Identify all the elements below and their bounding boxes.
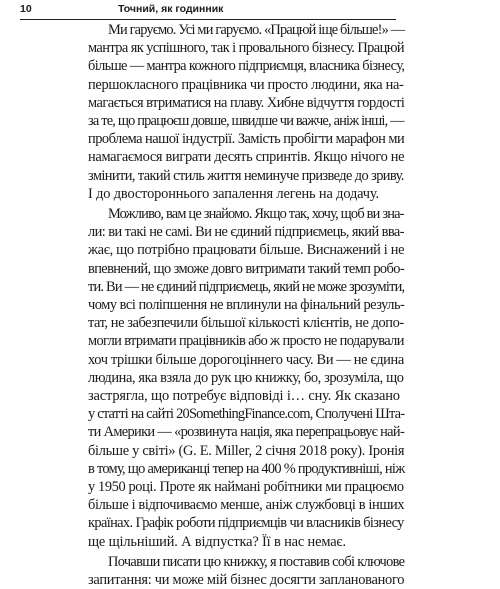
text-line: хоч трішки більше дорогоціннего часу. Ви — не єдина [88,351,404,368]
text-line: чому всі поліпшення не вплинули на фінальний резуль- [88,297,405,314]
text-line: змінити, такий стиль життя неминуче призведе до зриву. [88,167,404,184]
text-line: першокласного працівника чи просто людини, яка на- [88,76,404,93]
page-number: 10 [20,3,32,15]
paragraph [88,205,404,551]
text-line: більше — мантра кожного підприємця, власника бізнесу, [88,58,405,75]
text-line: впевнений, що зможе довго витримати такий темп робо- [88,260,405,277]
text-line: більше і відпочиваємо менше, аніж службовці в інших [88,497,405,514]
paragraph [88,21,404,203]
page-header [20,0,396,20]
text-line: Можливо, вам це знайомо. Якщо так, хочу, щоб ви зна- [108,206,404,223]
text-line: ще щільніший. А відпустка? Її в нас немає. [88,533,346,550]
running-title: Точний, як годинник [118,3,224,15]
text-line: тат, не забезпечили більшої кількості клієнтів, не допо- [88,315,404,332]
text-line: ли: ви такі не самі. Ви не єдиний підприємець, який вва- [88,224,404,241]
text-line: країнах. Графік роботи підприємців чи власників бізнесу [88,515,404,532]
text-line: могли втримати працівників або ж просто не подарували [88,333,404,350]
body-text [88,21,404,589]
text-line: проблема нашої індустрії. Замість пробігти марафон ми [88,131,405,148]
text-line: запитання: чи може мій бізнес досягти запланованого [88,572,405,589]
text-line: І до двостороннього запалення легень на додачу. [88,185,379,202]
text-line: магається втриматися на плаву. Хибне відчуття гордості [88,94,405,111]
text-line: за те, що працюєш довше, швидше чи важче, аніж інші, — [88,113,404,130]
text-line: у статті на сайті 20SomethingFinance.com, Сполучені Шта- [88,406,405,423]
text-line: ти. Ви — не єдиний підприємець, який не може зрозуміти, [88,278,405,295]
text-line: більше у світі» (G. E. Miller, 2 січня 2018 року). Іронія [88,442,405,459]
text-line: мантра як успішного, так і провального бізнесу. Працюй [88,40,404,57]
text-line: жає, що потрібно працювати більше. Виснажений і не [88,242,405,259]
text-line: в тому, що американці тепер на 400 % продуктивніші, ніж [88,460,405,477]
paragraph [88,553,404,589]
text-line: людина, яка взяла до рук цю книжку, бо, зрозуміла, що [88,369,404,386]
text-line: ти Америки — «розвинута нація, яка перепрацьовує най- [88,424,405,441]
text-line: Ми гаруємо. Усі ми гаруємо. «Працюй іще більше!» — [108,22,405,38]
text-line: у 1950 році. Проте як наймані робітники ми працюємо [88,479,404,496]
text-line: Почавши писати цю книжку, я поставив собі ключове [108,553,405,570]
text-line: намагаємося виграти десять спринтів. Якщо нічого не [88,149,405,166]
text-line: застрягла, що потребує відповіді і… сну. Як сказано [88,388,400,405]
